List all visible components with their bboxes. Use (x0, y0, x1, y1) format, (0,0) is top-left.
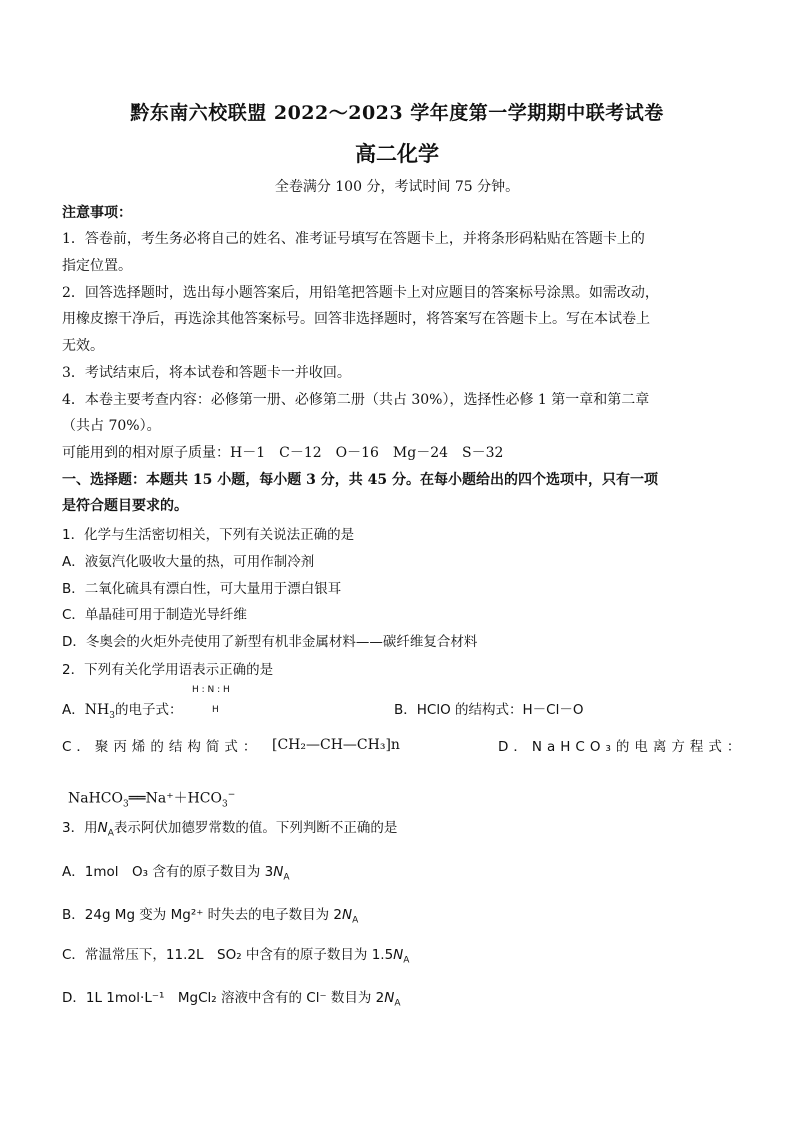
q2-option-a-sub: 3 (109, 710, 115, 721)
q2-option-a-formula: NH (84, 702, 110, 718)
q3-stem-sub: A (107, 828, 114, 839)
q3-option-d-na: N (384, 990, 395, 1006)
nh3-electron-dot-bottom: H (212, 705, 219, 715)
nh3-electron-dot-top: H : N : H (192, 685, 230, 695)
q3-option-a-text: A．1mol O₃ 含有的原子数目为 3 (62, 864, 274, 880)
q1-option-b: B．二氧化硫具有漂白性，可大量用于漂白银耳 (62, 581, 342, 597)
q2-option-d-label: D．NaHCO₃的电离方程式： (498, 739, 746, 755)
note-1a: 1．答卷前，考生务必将自己的姓名、准考证号填写在答题卡上，并将条形码粘贴在答题卡上的 (62, 231, 645, 247)
q3-option-b (62, 905, 358, 931)
q3-stem-na: N (97, 820, 108, 836)
eq-right-sup: − (227, 790, 236, 800)
note-2c: 无效。 (62, 338, 104, 354)
note-4b: （共占 70%）。 (62, 418, 161, 434)
q3-option-c (62, 945, 409, 971)
exam-info: 全卷满分 100 分，考试时间 75 分钟。 (274, 179, 520, 195)
atomic-masses: 可能用到的相对原子质量：H－1 C－12 O－16 Mg－24 S－32 (62, 445, 504, 461)
q3-option-b-na: N (342, 907, 353, 923)
eq-arrow: ══ (128, 790, 146, 807)
q2-stem: 2．下列有关化学用语表示正确的是 (62, 662, 274, 678)
q3-option-d-na-sub: A (394, 998, 401, 1009)
note-3: 3．考试结束后，将本试卷和答题卡一并收回。 (62, 365, 351, 381)
notes-heading: 注意事项： (62, 205, 132, 221)
section-1-heading-a: 一、选择题：本题共 15 小题，每小题 3 分，共 45 分。在每小题给出的四个选项中，只有一项 (62, 472, 658, 488)
q3-option-d (62, 988, 401, 1014)
note-4a: 4．本卷主要考查内容：必修第一册、必修第二册（共占 30%），选择性必修 1 第一章和第二章 (62, 392, 650, 408)
q2-option-d-equation (68, 785, 235, 814)
q3-option-d-text: D．1L 1mol·L⁻¹ MgCl₂ 溶液中含有的 Cl⁻ 数目为 2 (62, 990, 385, 1006)
q3-stem (62, 818, 397, 844)
note-2b: 用橡皮擦干净后，再选涂其他答案标号。回答非选择题时，将答案写在答题卡上。写在本试卷上 (62, 311, 650, 327)
q2-option-b: B．HClO 的结构式：H－Cl－O (394, 702, 584, 718)
q3-option-c-na-sub: A (403, 955, 410, 966)
q2-option-a-label: A． (62, 702, 85, 718)
q1-option-d: D．冬奥会的火炬外壳使用了新型有机非金属材料——碳纤维复合材料 (62, 634, 478, 650)
note-1b: 指定位置。 (62, 258, 132, 274)
q3-stem-a: 3．用 (62, 820, 98, 836)
eq-right-sub: 3 (221, 799, 228, 810)
q3-option-c-na: N (393, 947, 404, 963)
q3-option-b-text: B．24g Mg 变为 Mg²⁺ 时失去的电子数目为 2 (62, 907, 343, 923)
note-2a: 2．回答选择题时，选出每小题答案后，用铅笔把答题卡上对应题目的答案标号涂黑。如需改动， (62, 285, 659, 301)
q1-option-c: C．单晶硅可用于制造光导纤维 (62, 607, 247, 623)
q3-option-c-text: C．常温常压下，11.2L SO₂ 中含有的原子数目为 1.5 (62, 947, 394, 963)
q2-option-c-label: C．聚丙烯的结构简式： (62, 739, 262, 755)
eq-left: NaHCO (68, 790, 123, 807)
q2-option-c-formula: [CH₂—CH—CH₃]n (272, 737, 400, 753)
q3-stem-b: 表示阿伏加德罗常数的值。下列判断不正确的是 (113, 820, 398, 836)
q1-stem: 1．化学与生活密切相关，下列有关说法正确的是 (62, 527, 355, 543)
subject-title: 高二化学 (355, 141, 439, 166)
section-1-heading-b: 是符合题目要求的。 (62, 498, 188, 514)
eq-left-sub: 3 (123, 799, 129, 810)
q3-option-b-na-sub: A (352, 915, 359, 926)
eq-right: Na⁺＋HCO (145, 790, 222, 807)
q3-option-a-na-sub: A (283, 872, 290, 883)
q3-option-a-na: N (273, 864, 284, 880)
exam-title: 黔东南六校联盟 2022～2023 学年度第一学期期中联考试卷 (130, 102, 664, 124)
q3-option-a (62, 862, 289, 888)
q1-option-a: A．液氨汽化吸收大量的热，可用作制冷剂 (62, 554, 315, 570)
q2-option-a (62, 700, 182, 726)
q2-option-a-tail: 的电子式： (114, 702, 183, 718)
